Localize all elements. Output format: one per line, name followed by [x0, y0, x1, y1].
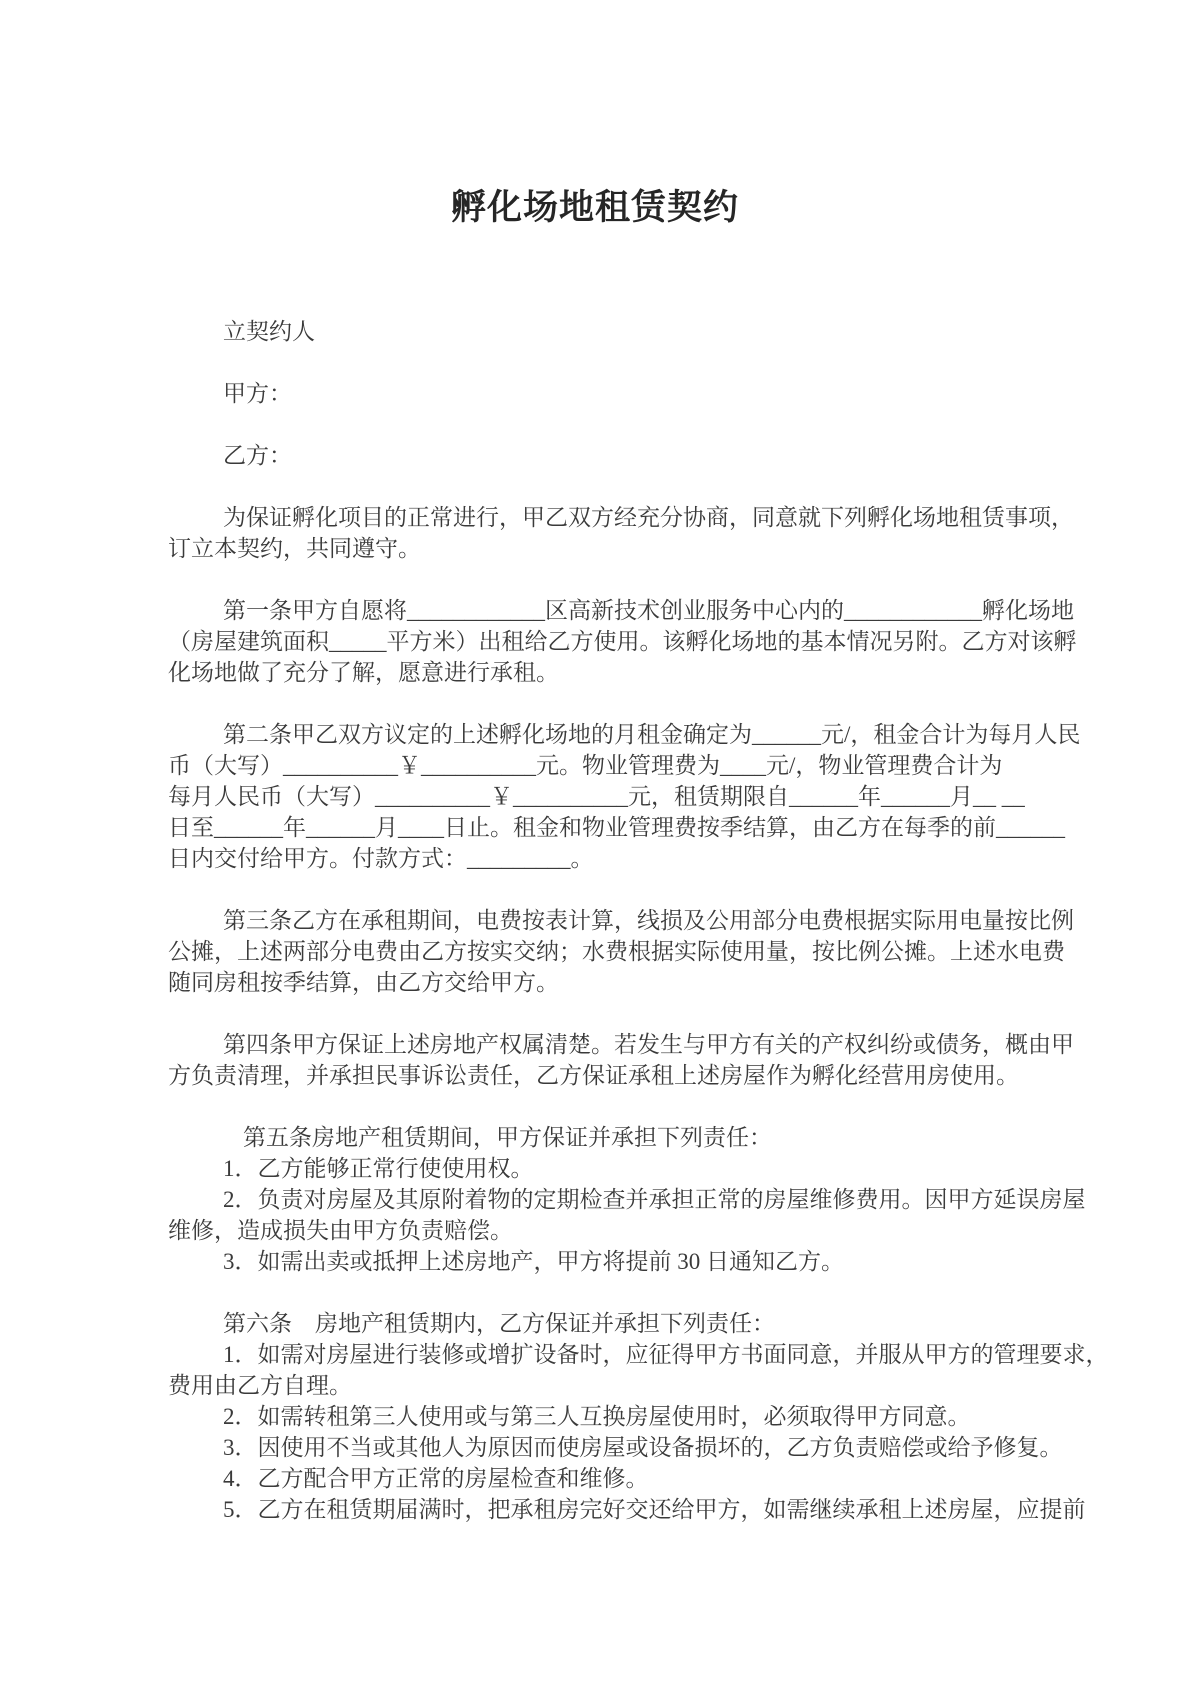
document-title: 孵化场地租赁契约: [450, 188, 739, 227]
article-6-section: [168, 1308, 1109, 1525]
article-2-line-1: 第二条甲乙双方议定的上述孵化场地的月租金确定为______元/，租金合计为每月人民: [223, 722, 1081, 747]
article-1-line-1: 第一条甲方自愿将____________区高新技术创业服务中心内的____________孵化场地: [223, 598, 1074, 623]
article-5-heading: 第五条房地产租赁期间，甲方保证并承担下列责任：: [243, 1125, 772, 1150]
article-2-line-5: 日内交付给甲方。付款方式：_________。: [168, 846, 594, 871]
party-b-line: 乙方：: [223, 443, 292, 468]
article-1-line-3: 化场地做了充分了解，愿意进行承租。: [168, 660, 559, 685]
article-1-paragraph: [168, 595, 1077, 688]
article-3-line-2: 公摊，上述两部分电费由乙方按实交纳；水费根据实际使用量，按比例公摊。上述水电费: [168, 939, 1065, 964]
article-3-paragraph: [168, 905, 1074, 998]
article-6-item-1-line-2: 费用由乙方自理。: [168, 1373, 352, 1398]
article-5-section: [168, 1122, 1086, 1277]
article-2-line-3: 每月人民币（大写）__________￥__________元，租赁期限自______年______月__ __: [168, 784, 1025, 809]
article-4-line-1: 第四条甲方保证上述房地产权属清楚。若发生与甲方有关的产权纠纷或债务，概由甲: [223, 1032, 1074, 1057]
article-6-item-1-line-1: 1．如需对房屋进行装修或增扩设备时，应征得甲方书面同意，并服从甲方的管理要求，: [223, 1342, 1109, 1367]
opening-line: 立契约人: [223, 319, 315, 344]
article-5-item-1: 1．乙方能够正常行使使用权。: [223, 1156, 534, 1181]
article-1-line-2: （房屋建筑面积_____平方米）出租给乙方使用。该孵化场地的基本情况另附。乙方对该孵: [168, 629, 1077, 654]
preamble-line-2: 订立本契约，共同遵守。: [168, 536, 421, 561]
article-5-item-3: 3．如需出卖或抵押上述房地产，甲方将提前 30 日通知乙方。: [223, 1249, 844, 1274]
article-6-item-5: 5．乙方在租赁期届满时，把承租房完好交还给甲方，如需继续承租上述房屋，应提前: [223, 1497, 1086, 1522]
article-2-line-2: 币（大写）__________￥__________元。物业管理费为____元/，物业管理费合计为: [168, 753, 1003, 778]
article-2-line-4: 日至______年______月____日止。租金和物业管理费按季结算，由乙方在每季的前______: [168, 815, 1065, 840]
article-5-item-2-line-2: 维修，造成损失由甲方负责赔偿。: [168, 1218, 513, 1243]
article-6-item-2: 2．如需转租第三人使用或与第三人互换房屋使用时，必须取得甲方同意。: [223, 1404, 971, 1429]
party-a-line: 甲方：: [223, 381, 292, 406]
article-3-line-3: 随同房租按季结算，由乙方交给甲方。: [168, 970, 559, 995]
article-6-heading: 第六条 房地产租赁期内，乙方保证并承担下列责任：: [223, 1311, 775, 1336]
article-4-paragraph: [168, 1029, 1074, 1091]
article-5-item-2-line-1: 2．负责对房屋及其原附着物的定期检查并承担正常的房屋维修费用。因甲方延误房屋: [223, 1187, 1086, 1212]
party-b-block: [168, 440, 1022, 471]
article-3-line-1: 第三条乙方在承租期间，电费按表计算，线损及公用部分电费根据实际用电量按比例: [223, 908, 1074, 933]
document-body: [168, 186, 1109, 1525]
preamble-line-1: 为保证孵化项目的正常进行，甲乙双方经充分协商，同意就下列孵化场地租赁事项，: [223, 505, 1074, 530]
opening-block: [168, 316, 1022, 347]
article-4-line-2: 方负责清理，并承担民事诉讼责任，乙方保证承租上述房屋作为孵化经营用房使用。: [168, 1063, 1019, 1088]
article-6-item-4: 4．乙方配合甲方正常的房屋检查和维修。: [223, 1466, 649, 1491]
article-2-paragraph: [168, 719, 1081, 874]
party-a-block: [168, 378, 1022, 409]
article-6-item-3: 3．因使用不当或其他人为原因而使房屋或设备损坏的，乙方负责赔偿或给予修复。: [223, 1435, 1063, 1460]
preamble-paragraph: [168, 502, 1074, 564]
